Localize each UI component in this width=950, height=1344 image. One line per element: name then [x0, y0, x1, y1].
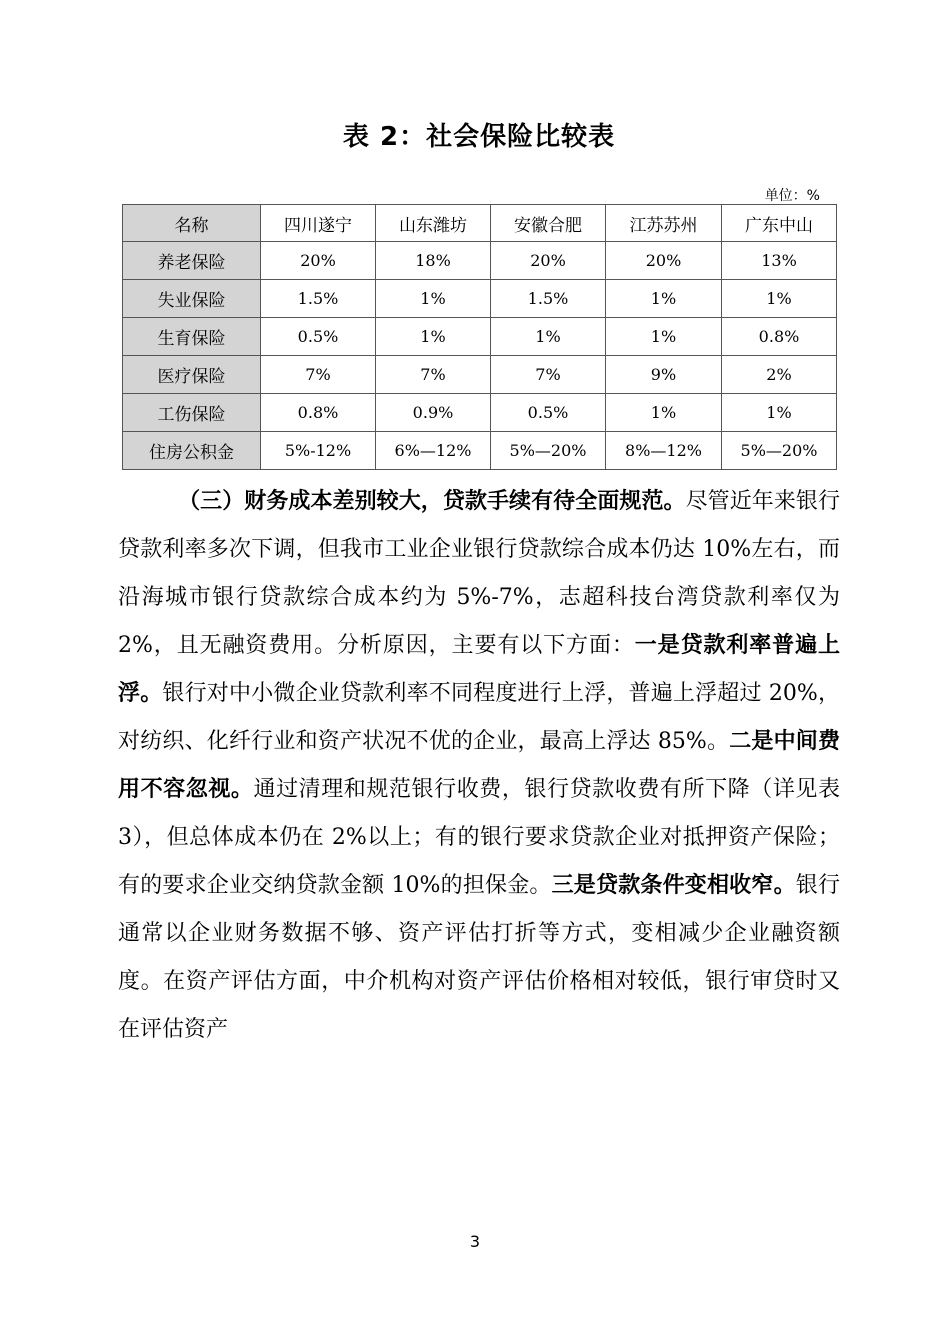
- table-row: [123, 356, 837, 394]
- unit-label: 单位：%: [764, 188, 820, 204]
- table-cell: 1%: [722, 280, 837, 318]
- header-cell: 安徽合肥: [491, 205, 606, 242]
- table-cell: 7%: [491, 356, 606, 394]
- header-cell: 山东潍坊: [376, 205, 491, 242]
- table-cell: 0.9%: [376, 394, 491, 432]
- table-cell: 2%: [722, 356, 837, 394]
- table-cell: 20%: [261, 242, 376, 280]
- table-cell: 7%: [261, 356, 376, 394]
- header-cell: 广东中山: [722, 205, 837, 242]
- header-cell: 江苏苏州: [606, 205, 722, 242]
- social-insurance-table: [122, 204, 837, 470]
- table-cell: 0.8%: [722, 318, 837, 356]
- body-paragraph: [118, 478, 840, 1054]
- table-cell: 5%-12%: [261, 432, 376, 470]
- table-cell: 18%: [376, 242, 491, 280]
- table-cell: 0.8%: [261, 394, 376, 432]
- table-row: [123, 242, 837, 280]
- table-row: [123, 318, 837, 356]
- point-heading: 二是中间费用不容忽视。: [118, 729, 840, 802]
- table-cell: 1.5%: [261, 280, 376, 318]
- paragraph-text: [118, 478, 840, 1054]
- row-label: 失业保险: [123, 280, 261, 318]
- table-title: 表 2：社会保险比较表: [342, 122, 616, 152]
- table-cell: 13%: [722, 242, 837, 280]
- table-cell: 1%: [491, 318, 606, 356]
- point-heading: 三是贷款条件变相收窄。: [551, 873, 796, 898]
- table-cell: 9%: [606, 356, 722, 394]
- table-cell: 1%: [606, 318, 722, 356]
- table-row: [123, 432, 837, 470]
- table-cell: 1%: [606, 394, 722, 432]
- sentence: 通过清理和规范银行收费，银行贷款收费有所下降（详见表 3），但总体成本仍在 2%以上；有的银行要求贷款企业对抵押资产保险；有的要求企业交纳贷款金额 10%的担保金。: [118, 777, 840, 898]
- table-cell: 1%: [722, 394, 837, 432]
- table-cell: 5%—20%: [722, 432, 837, 470]
- table-cell: 5%—20%: [491, 432, 606, 470]
- row-label: 工伤保险: [123, 394, 261, 432]
- table-row: [123, 280, 837, 318]
- row-label: 生育保险: [123, 318, 261, 356]
- point-heading: 一是贷款利率普遍上浮。: [118, 633, 840, 706]
- row-label: 养老保险: [123, 242, 261, 280]
- header-cell: 名称: [123, 205, 261, 242]
- row-label: 医疗保险: [123, 356, 261, 394]
- table-header-row: [123, 205, 837, 242]
- table-cell: 0.5%: [261, 318, 376, 356]
- table-cell: 20%: [606, 242, 722, 280]
- paragraph-heading: （三）财务成本差别较大，贷款手续有待全面规范。: [178, 489, 686, 514]
- table-cell: 1%: [606, 280, 722, 318]
- table-cell: 1.5%: [491, 280, 606, 318]
- table-cell: 0.5%: [491, 394, 606, 432]
- row-label: 住房公积金: [123, 432, 261, 470]
- table-cell: 8%—12%: [606, 432, 722, 470]
- table-cell: 1%: [376, 318, 491, 356]
- table-cell: 1%: [376, 280, 491, 318]
- table-cell: 7%: [376, 356, 491, 394]
- table-cell: 20%: [491, 242, 606, 280]
- sentence: 银行通常以企业财务数据不够、资产评估打折等方式，变相减少企业融资额度。在资产评估方面，中介机构对资产评估价格相对较低，银行审贷时又在评估资产: [118, 873, 840, 1042]
- page-number: 3: [469, 1232, 481, 1251]
- header-cell: 四川遂宁: [261, 205, 376, 242]
- sentence: 银行对中小微企业贷款利率不同程度进行上浮，普遍上浮超过 20%，对纺织、化纤行业和资产状况不优的企业，最高上浮达 85%。: [118, 681, 840, 754]
- table-row: [123, 394, 837, 432]
- sentence: 尽管近年来银行贷款利率多次下调，但我市工业企业银行贷款综合成本仍达 10%左右，而沿海城市银行贷款综合成本约为 5%-7%，志超科技台湾贷款利率仅为 2%，且无融资费用。分析原因，主要有以下方面：: [118, 489, 840, 658]
- table-cell: 6%—12%: [376, 432, 491, 470]
